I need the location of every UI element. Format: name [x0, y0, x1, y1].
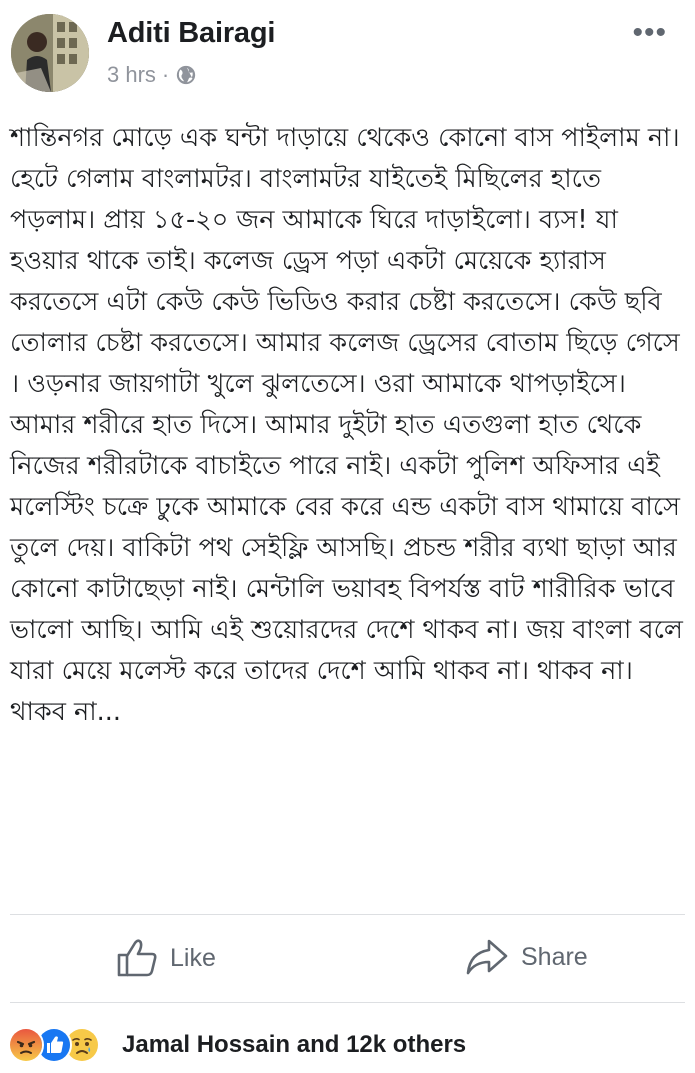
angry-reaction-icon — [8, 1027, 44, 1063]
reactions-summary[interactable]: Jamal Hossain and 12k others — [122, 1031, 467, 1058]
reactions-bar[interactable] — [0, 1005, 695, 1073]
reaction-icons — [8, 1027, 92, 1063]
more-options-icon[interactable]: ••• — [632, 16, 667, 49]
divider — [10, 1002, 685, 1003]
thumbs-up-icon — [116, 938, 158, 978]
action-bar — [0, 918, 695, 1000]
like-label: Like — [170, 943, 216, 972]
meta-separator: · — [161, 62, 170, 87]
share-arrow-icon — [465, 938, 509, 976]
globe-icon — [175, 64, 197, 86]
divider — [10, 914, 685, 915]
avatar[interactable] — [11, 14, 89, 92]
like-button[interactable] — [116, 938, 216, 978]
avatar-photo — [11, 14, 89, 92]
share-label: Share — [521, 942, 588, 971]
post-text: শান্তিনগর মোড়ে এক ঘন্টা দাড়ায়ে থেকেও কোনো বাস পাইলাম না। হেটে গেলাম বাংলামটর। বাংলামটর যাইতেই মিছিলের হাতে পড়লাম। প্রায় ১৫-২০ জন আমাকে ঘিরে দাড়াইলো। ব্যস! যা হওয়ার থাকে তাই। কলেজ ড্রেস পড়া একটা মেয়েকে হ্যারাস করতেসে এটা কেউ কেউ ভিডিও করার চেষ্টা করতেসে। কেউ ছবি তোলার চেষ্টা করতেসে। আমার কলেজ ড্রেসের বোতাম ছিড়ে গেসে । ওড়নার জায়গাটা খুলে ঝুলতেসে। ওরা আমাকে থাপড়াইসে। আমার শরীরে হাত দিসে। আমার দুইটা হাত এতগুলা হাত থেকে নিজের শরীরটাকে বাচাইতে পারে নাই। একটা পুলিশ অফিসার এই মলেস্টিং চক্রে ঢুকে আমাকে বের করে এন্ড একটা বাস থামায়ে বাসে তুলে দেয়। বাকিটা পথ সেইফ্লি আসছি। প্রচন্ড শরীর ব্যথা ছাড়া আর কোনো কাটাছেড়া নাই। মেন্টালি ভয়াবহ বিপর্যস্ত বাট শারীরিক ভাবে ভালো আছি। আমি এই শুয়োরদের দেশে থাকব না। জয় বাংলা বলে যারা মেয়ে মলেস্ট করে তাদের দেশে আমি থাকব না। থাকব না। থাকব না... — [10, 123, 683, 727]
post-meta — [107, 62, 197, 88]
post-header — [0, 0, 695, 110]
author-name[interactable]: Aditi Bairagi — [107, 17, 276, 49]
post-timestamp[interactable]: 3 hrs — [107, 62, 156, 87]
share-button[interactable] — [465, 938, 588, 976]
